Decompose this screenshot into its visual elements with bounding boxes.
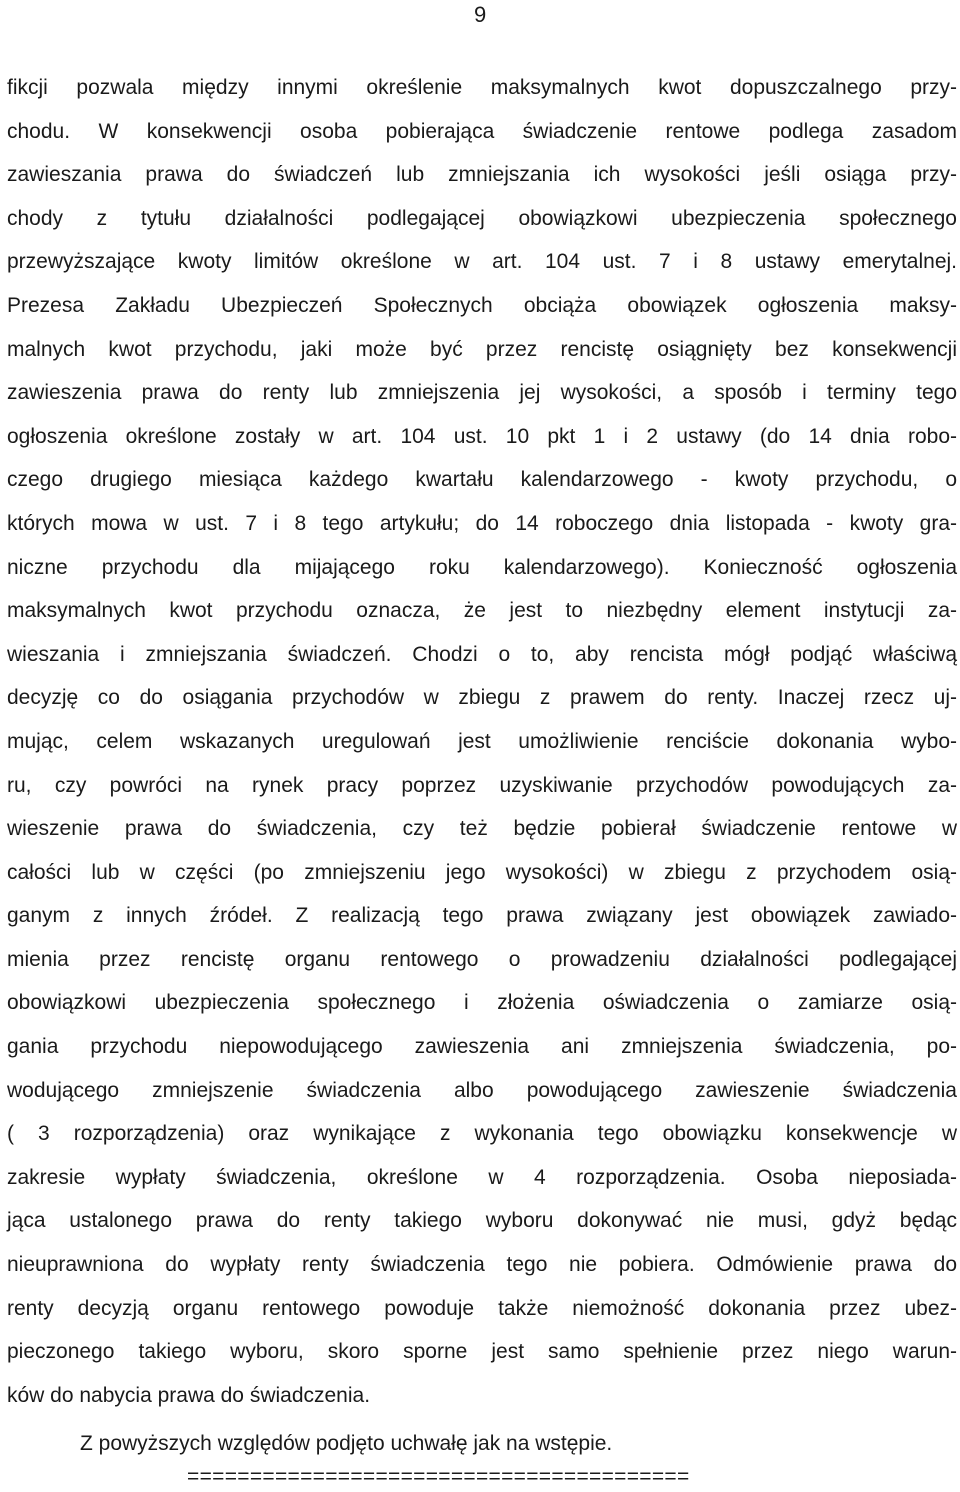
text-line: decyzję co do osiągania przychodów w zbiegu z prawem do renty. Inaczej rzecz uj- xyxy=(7,686,957,710)
text-line: których mowa w ust. 7 i 8 tego artykułu; do 14 roboczego dnia listopada - kwoty gra- xyxy=(7,511,957,535)
text-line: nieuprawniona do wypłaty renty świadczenia tego nie pobiera. Odmówienie prawa do xyxy=(7,1253,957,1277)
text-line: mując, celem wskazanych uregulowań jest umożliwienie renciście dokonania wybo- xyxy=(7,729,957,753)
text-line: jąca ustalonego prawa do renty takiego wyboru dokonywać nie musi, gdyż będąc xyxy=(7,1209,957,1233)
text-line: chody z tytułu działalności podlegającej obowiązkowi ubezpieczenia społecznego xyxy=(7,206,957,230)
body-paragraph xyxy=(7,66,957,1417)
text-line: chodu. W konsekwencji osoba pobierająca świadczenie rentowe podlega zasadom xyxy=(7,119,957,143)
text-line: całości lub w części (po zmniejszeniu jego wysokości) w zbiegu z przychodem osią- xyxy=(7,860,957,884)
text-line: wodującego zmniejszenie świadczenia albo powodującego zawieszenie świadczenia xyxy=(7,1078,957,1102)
text-line: zawieszenia prawa do renty lub zmniejszenia jej wysokości, a sposób i terminy tego xyxy=(7,381,957,405)
text-line: ków do nabycia prawa do świadczenia. xyxy=(7,1383,371,1407)
text-line: obowiązkowi ubezpieczenia społecznego i złożenia oświadczenia o zamiarze osią- xyxy=(7,991,957,1015)
text-line: wieszenie prawa do świadczenia, czy też będzie pobierał świadczenie rentowe w xyxy=(7,817,957,841)
text-line: mienia przez rencistę organu rentowego o prowadzeniu działalności podlegającej xyxy=(7,947,957,971)
text-line: ganym z innych źródeł. Z realizacją tego prawa związany jest obowiązek zawiado- xyxy=(7,904,957,928)
text-line: gania przychodu niepowodującego zawieszenia ani zmniejszenia świadczenia, po- xyxy=(7,1035,957,1059)
text-line: ogłoszenia określone zostały w art. 104 ust. 10 pkt 1 i 2 ustawy (do 14 dnia robo- xyxy=(7,424,957,448)
separator-line: ======================================== xyxy=(187,1465,690,1488)
text-line: przewyższające kwoty limitów określone w art. 104 ust. 7 i 8 ustawy emerytalnej. xyxy=(7,250,957,274)
text-line: fikcji pozwala między innymi określenie maksymalnych kwot dopuszczalnego przy- xyxy=(7,76,957,99)
text-line: ( 3 rozporządzenia) oraz wynikające z wykonania tego obowiązku konsekwencje w xyxy=(7,1122,957,1146)
text-line: zawieszania prawa do świadczeń lub zmniejszania ich wysokości jeśli osiąga przy- xyxy=(7,163,957,187)
text-line: niczne przychodu dla mijającego roku kalendarzowego). Konieczność ogłoszenia xyxy=(7,555,957,579)
text-line: ru, czy powróci na rynek pracy poprzez uzyskiwanie przychodów powodujących za- xyxy=(7,773,957,797)
text-line: Prezesa Zakładu Ubezpieczeń Społecznych obciąża obowiązek ogłoszenia maksy- xyxy=(7,293,957,317)
text-line: czego drugiego miesiąca każdego kwartału kalendarzowego - kwoty przychodu, o xyxy=(7,468,957,492)
closing-sentence: Z powyższych względów podjęto uchwałę jak na wstępie. xyxy=(80,1432,613,1455)
text-line: wieszania i zmniejszania świadczeń. Chodzi o to, aby rencista mógł podjąć właściwą xyxy=(7,642,957,666)
text-line: renty decyzją organu rentowego powoduje także niemożność dokonania przez ubez- xyxy=(7,1296,957,1320)
text-line: maksymalnych kwot przychodu oznacza, że jest to niezbędny element instytucji za- xyxy=(7,599,957,623)
text-line: malnych kwot przychodu, jaki może być przez rencistę osiągnięty bez konsekwencji xyxy=(7,337,957,361)
text-line: pieczonego takiego wyboru, skoro sporne jest samo spełnienie przez niego warun- xyxy=(7,1340,957,1364)
text-line: zakresie wypłaty świadczenia, określone w 4 rozporządzenia. Osoba nieposiada- xyxy=(7,1165,957,1189)
page-number: 9 xyxy=(474,2,487,27)
